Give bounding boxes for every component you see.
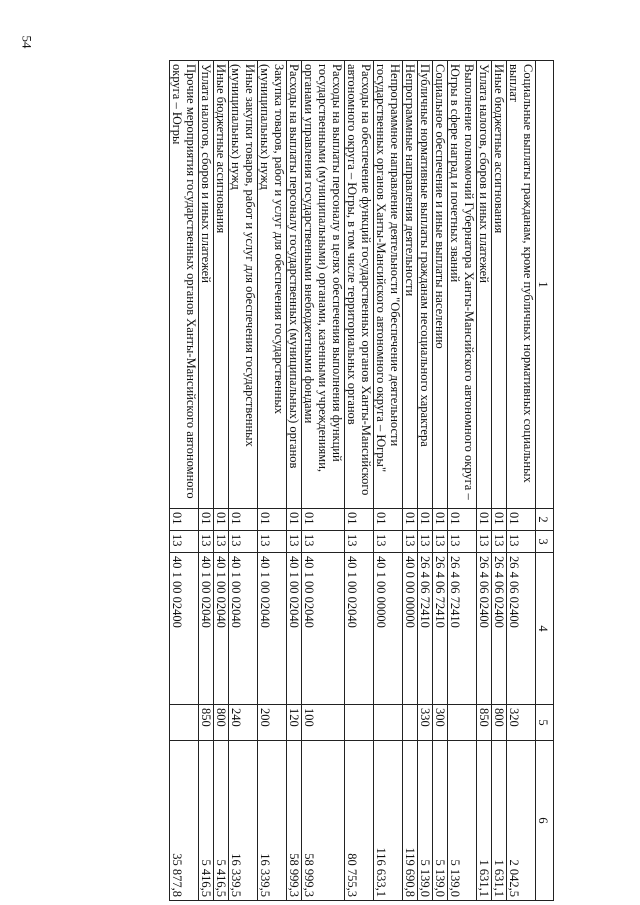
expense-type-cell: 800 — [492, 705, 507, 741]
section-code-cell: 01 — [448, 509, 477, 531]
amount-cell: 119 690,8 — [403, 741, 418, 901]
subsection-code-cell: 13 — [433, 531, 448, 553]
amount-cell: 5 139,0 — [418, 741, 433, 901]
table-row — [492, 61, 507, 901]
section-code-cell: 01 — [403, 509, 418, 531]
row-name-cell: Иные бюджетные ассигнования — [214, 61, 229, 509]
expense-type-cell: 850 — [199, 705, 214, 741]
row-name-cell: Расходы на обеспечение функций государственных органов Ханты-Мансийского автономного округа – Югры, в том числе территориальных органов — [345, 61, 374, 509]
section-code-cell: 01 — [433, 509, 448, 531]
amount-cell: 116 633,1 — [374, 741, 403, 901]
subsection-code-cell: 13 — [345, 531, 374, 553]
row-name-cell: Прочие мероприятия государственных органов Ханты-Мансийского автономного округа – Югры — [170, 61, 199, 509]
target-article-cell: 40 1 00 02040 — [214, 553, 229, 705]
amount-cell: 80 755,3 — [345, 741, 374, 901]
section-code-cell: 01 — [287, 509, 302, 531]
section-code-cell: 01 — [199, 509, 214, 531]
amount-cell: 58 999,3 — [287, 741, 302, 901]
row-name-cell: Уплата налогов, сборов и иных платежей — [477, 61, 492, 509]
expense-type-cell: 240 — [229, 705, 258, 741]
amount-cell: 5 139,0 — [433, 741, 448, 901]
row-name-cell: Закупка товаров, работ и услуг для обеспечения государственных (муниципальных) нужд — [258, 61, 287, 509]
subsection-code-cell: 13 — [477, 531, 492, 553]
subsection-code-cell: 13 — [287, 531, 302, 553]
row-name-cell: Социальное обеспечение и иные выплаты населению — [433, 61, 448, 509]
target-article-cell: 40 1 00 00000 — [374, 553, 403, 705]
target-article-cell: 40 1 00 02040 — [229, 553, 258, 705]
expense-type-cell: 200 — [258, 705, 287, 741]
subsection-code-cell: 13 — [403, 531, 418, 553]
target-article-cell: 40 1 00 02040 — [345, 553, 374, 705]
section-code-cell: 01 — [258, 509, 287, 531]
budget-table — [169, 60, 554, 901]
target-article-cell: 40 0 00 00000 — [403, 553, 418, 705]
expense-type-cell — [345, 705, 374, 741]
subsection-code-cell: 13 — [418, 531, 433, 553]
table-row — [448, 61, 477, 901]
table-body — [170, 61, 536, 901]
target-article-cell: 26 4 06 02400 — [507, 553, 536, 705]
table-row — [199, 61, 214, 901]
section-code-cell: 01 — [492, 509, 507, 531]
row-name-cell: Непрограммные направления деятельности — [403, 61, 418, 509]
row-name-cell: Публичные нормативные выплаты гражданам несоциального характера — [418, 61, 433, 509]
row-name-cell: Расходы на выплаты персоналу в целях обеспечения выполнения функций государственными (муниципальными) органами, казенными учреждениями, органами управления государственными внебюджетными фондами — [302, 61, 345, 509]
target-article-cell: 26 4 06 72410 — [433, 553, 448, 705]
row-name-cell: Уплата налогов, сборов и иных платежей — [199, 61, 214, 509]
section-code-cell: 01 — [477, 509, 492, 531]
subsection-code-cell: 13 — [492, 531, 507, 553]
subsection-code-cell: 13 — [170, 531, 199, 553]
section-code-cell: 01 — [302, 509, 345, 531]
expense-type-cell — [448, 705, 477, 741]
amount-cell: 5 416,5 — [214, 741, 229, 901]
header-cell: 3 — [536, 531, 554, 553]
amount-cell: 1 631,1 — [492, 741, 507, 901]
row-name-cell: Иные бюджетные ассигнования — [492, 61, 507, 509]
table-row — [507, 61, 536, 901]
section-code-cell: 01 — [507, 509, 536, 531]
header-cell: 5 — [536, 705, 554, 741]
table-row — [302, 61, 345, 901]
amount-cell: 2 042,5 — [507, 741, 536, 901]
table-row — [214, 61, 229, 901]
header-cell: 6 — [536, 741, 554, 901]
expense-type-cell — [170, 705, 199, 741]
header-cell: 1 — [536, 61, 554, 509]
subsection-code-cell: 13 — [229, 531, 258, 553]
table-row — [433, 61, 448, 901]
rotated-sheet — [0, 60, 554, 900]
amount-cell: 16 339,5 — [229, 741, 258, 901]
row-name-cell: Социальные выплаты гражданам, кроме публичных нормативных социальных выплат — [507, 61, 536, 509]
amount-cell: 5 416,5 — [199, 741, 214, 901]
expense-type-cell: 300 — [433, 705, 448, 741]
header-cell: 2 — [536, 509, 554, 531]
expense-type-cell: 850 — [477, 705, 492, 741]
table-row — [374, 61, 403, 901]
amount-cell: 35 877,8 — [170, 741, 199, 901]
expense-type-cell: 330 — [418, 705, 433, 741]
target-article-cell: 40 1 00 02040 — [199, 553, 214, 705]
subsection-code-cell: 13 — [448, 531, 477, 553]
row-name-cell: Непрограммное направление деятельности "Обеспечение деятельности государственных органов Ханты-Мансийского автономного округа – Югры" — [374, 61, 403, 509]
table-row — [258, 61, 287, 901]
table-row — [477, 61, 492, 901]
target-article-cell: 26 4 06 72410 — [448, 553, 477, 705]
section-code-cell: 01 — [345, 509, 374, 531]
amount-cell: 16 339,5 — [258, 741, 287, 901]
row-name-cell: Выполнение полномочий Губернатора Ханты-Мансийского автономного округа – Югры в сфере наград и почетных званий — [448, 61, 477, 509]
page-number: 54 — [19, 35, 35, 49]
amount-cell: 1 631,1 — [477, 741, 492, 901]
subsection-code-cell: 13 — [199, 531, 214, 553]
table-row — [170, 61, 199, 901]
subsection-code-cell: 13 — [507, 531, 536, 553]
subsection-code-cell: 13 — [374, 531, 403, 553]
expense-type-cell — [374, 705, 403, 741]
target-article-cell: 40 1 00 02040 — [258, 553, 287, 705]
amount-cell: 58 999,3 — [302, 741, 345, 901]
section-code-cell: 01 — [214, 509, 229, 531]
table-row — [229, 61, 258, 901]
target-article-cell: 40 1 00 02040 — [287, 553, 302, 705]
section-code-cell: 01 — [374, 509, 403, 531]
section-code-cell: 01 — [170, 509, 199, 531]
section-code-cell: 01 — [418, 509, 433, 531]
target-article-cell: 26 4 06 02400 — [492, 553, 507, 705]
table-row — [287, 61, 302, 901]
target-article-cell: 40 1 00 02040 — [302, 553, 345, 705]
expense-type-cell: 120 — [287, 705, 302, 741]
table-row — [418, 61, 433, 901]
subsection-code-cell: 13 — [302, 531, 345, 553]
target-article-cell: 26 4 06 02400 — [477, 553, 492, 705]
target-article-cell: 26 4 06 72410 — [418, 553, 433, 705]
expense-type-cell: 100 — [302, 705, 345, 741]
expense-type-cell: 320 — [507, 705, 536, 741]
subsection-code-cell: 13 — [258, 531, 287, 553]
table-row — [345, 61, 374, 901]
table-row — [403, 61, 418, 901]
header-cell: 4 — [536, 553, 554, 705]
row-name-cell: Расходы на выплаты персоналу государственных (муниципальных) органов — [287, 61, 302, 509]
amount-cell: 5 139,0 — [448, 741, 477, 901]
expense-type-cell: 800 — [214, 705, 229, 741]
section-code-cell: 01 — [229, 509, 258, 531]
target-article-cell: 40 1 00 02400 — [170, 553, 199, 705]
row-name-cell: Иные закупки товаров, работ и услуг для обеспечения государственных (муниципальных) нужд — [229, 61, 258, 509]
subsection-code-cell: 13 — [214, 531, 229, 553]
expense-type-cell — [403, 705, 418, 741]
header-row — [536, 61, 554, 901]
